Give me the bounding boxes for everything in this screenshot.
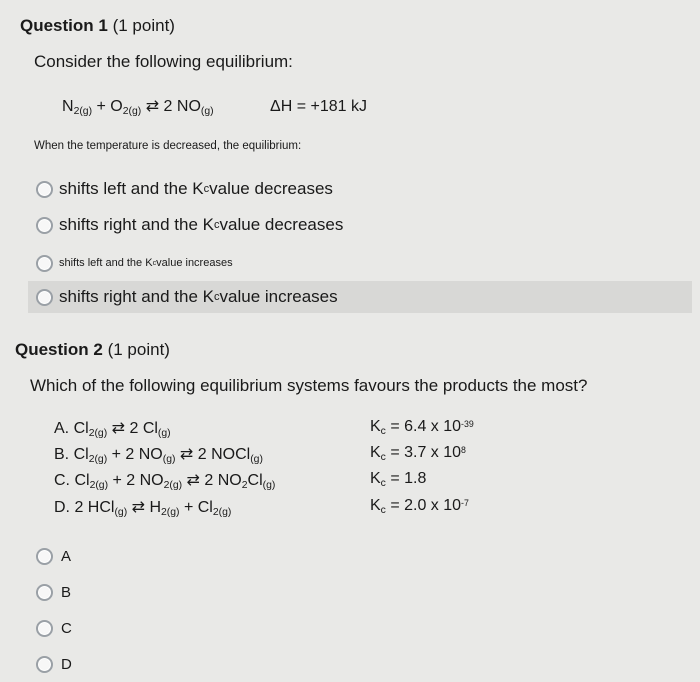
option-text: shifts left and the K bbox=[59, 179, 204, 198]
eq-part: Cl bbox=[247, 472, 263, 489]
eq-reactant-2: O bbox=[110, 98, 123, 115]
k-symbol: K bbox=[370, 470, 381, 487]
option-sub: c bbox=[203, 183, 210, 195]
option-text: shifts left and the K bbox=[59, 257, 153, 269]
eq-part: Cl bbox=[74, 472, 90, 489]
eq-part: ⇄ 2 NOCl bbox=[175, 446, 251, 463]
option-text: shifts right and the K bbox=[59, 215, 214, 234]
radio-button[interactable] bbox=[36, 620, 53, 637]
radio-button[interactable] bbox=[36, 255, 53, 272]
question-1-prompt: Consider the following equilibrium: bbox=[34, 52, 293, 71]
option-sub: c bbox=[213, 291, 220, 303]
q2-option-a[interactable] bbox=[36, 548, 71, 565]
question-1-note: When the temperature is decreased, the equilibrium: bbox=[34, 140, 302, 152]
radio-button[interactable] bbox=[36, 181, 53, 198]
option-label: D bbox=[61, 656, 72, 673]
eq-part: Cl bbox=[73, 446, 89, 463]
equilibrium-arrow-icon: ⇄ bbox=[145, 98, 160, 115]
eq-sub: (g) bbox=[114, 506, 128, 518]
system-a-equation bbox=[54, 418, 171, 439]
system-label: D. bbox=[54, 499, 70, 516]
k-value: = 3.7 x 10 bbox=[390, 444, 462, 461]
eq-part: Cl bbox=[73, 420, 89, 437]
k-sub: c bbox=[380, 504, 386, 516]
k-sub: c bbox=[380, 451, 386, 463]
k-exponent: -7 bbox=[461, 498, 469, 508]
eq-sub: 2(g) bbox=[163, 479, 183, 491]
question-1-points: (1 point) bbox=[112, 16, 175, 35]
k-sub: c bbox=[380, 425, 386, 437]
q1-option-2[interactable] bbox=[36, 213, 343, 237]
question-2-heading bbox=[15, 340, 170, 360]
eq-sub: (g) bbox=[157, 427, 171, 439]
eq-product: 2 NO bbox=[163, 98, 201, 115]
eq-reactant-1-sub: 2(g) bbox=[73, 105, 93, 117]
eq-reactant-2-sub: 2(g) bbox=[122, 105, 142, 117]
eq-sub: 2(g) bbox=[89, 479, 109, 491]
system-label: A. bbox=[54, 420, 70, 437]
eq-product-sub: (g) bbox=[200, 105, 214, 117]
eq-part: + 2 NO bbox=[108, 472, 164, 489]
eq-plus: + bbox=[96, 98, 106, 115]
question-2-title: Question 2 bbox=[15, 340, 103, 359]
q2-option-c[interactable] bbox=[36, 620, 72, 637]
radio-button[interactable] bbox=[36, 289, 53, 306]
k-sub: c bbox=[380, 477, 386, 489]
option-sub: c bbox=[213, 219, 220, 231]
option-label: B bbox=[61, 584, 72, 601]
eq-reactant-1: N bbox=[62, 98, 74, 115]
q2-option-b[interactable] bbox=[36, 584, 71, 601]
system-c-kc bbox=[370, 470, 426, 489]
option-text: value decreases bbox=[219, 215, 344, 234]
option-text: shifts right and the K bbox=[59, 287, 214, 306]
k-value: = 1.8 bbox=[390, 470, 427, 487]
k-value: = 6.4 x 10 bbox=[390, 418, 462, 435]
eq-sub: (g) bbox=[162, 453, 176, 465]
eq-enthalpy: ΔH = +181 kJ bbox=[270, 98, 368, 115]
eq-part: ⇄ 2 NO bbox=[182, 472, 242, 489]
eq-sub: 2(g) bbox=[212, 506, 232, 518]
option-text: value decreases bbox=[209, 179, 333, 198]
q1-option-3[interactable] bbox=[36, 251, 233, 275]
option-text: value increases bbox=[219, 287, 338, 306]
eq-sub: 2(g) bbox=[88, 453, 108, 465]
system-d-equation bbox=[54, 497, 231, 518]
system-a-kc bbox=[370, 418, 474, 437]
k-symbol: K bbox=[370, 418, 381, 435]
radio-button[interactable] bbox=[36, 584, 53, 601]
system-d-kc bbox=[370, 497, 469, 516]
q1-option-1[interactable] bbox=[36, 177, 333, 201]
system-label: C. bbox=[54, 472, 70, 489]
eq-part: ⇄ 2 Cl bbox=[107, 420, 158, 437]
k-symbol: K bbox=[370, 444, 381, 461]
k-exponent: 8 bbox=[461, 445, 466, 455]
eq-part: ⇄ H bbox=[127, 499, 162, 516]
system-c-equation bbox=[54, 470, 275, 491]
eq-sub: (g) bbox=[250, 453, 263, 465]
question-2-points: (1 point) bbox=[107, 340, 170, 359]
radio-button[interactable] bbox=[36, 548, 53, 565]
eq-part: + 2 NO bbox=[107, 446, 163, 463]
system-label: B. bbox=[54, 446, 70, 463]
option-label: C bbox=[61, 620, 72, 637]
k-exponent: -39 bbox=[461, 419, 474, 429]
eq-part: 2 HCl bbox=[74, 499, 115, 516]
q1-option-4[interactable] bbox=[36, 285, 338, 309]
option-sub: c bbox=[152, 259, 157, 267]
radio-button[interactable] bbox=[36, 217, 53, 234]
k-symbol: K bbox=[370, 497, 381, 514]
system-b-kc bbox=[370, 444, 466, 463]
option-label: A bbox=[61, 548, 72, 565]
q2-option-d[interactable] bbox=[36, 656, 72, 673]
option-text: value increases bbox=[156, 257, 233, 269]
k-value: = 2.0 x 10 bbox=[390, 497, 462, 514]
radio-button[interactable] bbox=[36, 656, 53, 673]
eq-sub: 2(g) bbox=[88, 427, 108, 439]
system-b-equation bbox=[54, 444, 263, 465]
eq-sub: 2(g) bbox=[161, 506, 180, 518]
question-2-prompt: Which of the following equilibrium systems favours the products the most? bbox=[30, 376, 588, 395]
question-1-title: Question 1 bbox=[20, 16, 108, 35]
question-1-heading bbox=[20, 16, 175, 36]
eq-sub: (g) bbox=[262, 479, 276, 491]
eq-part: + Cl bbox=[179, 499, 213, 516]
question-1-equation bbox=[62, 96, 367, 117]
eq-sub: 2 bbox=[241, 479, 248, 491]
